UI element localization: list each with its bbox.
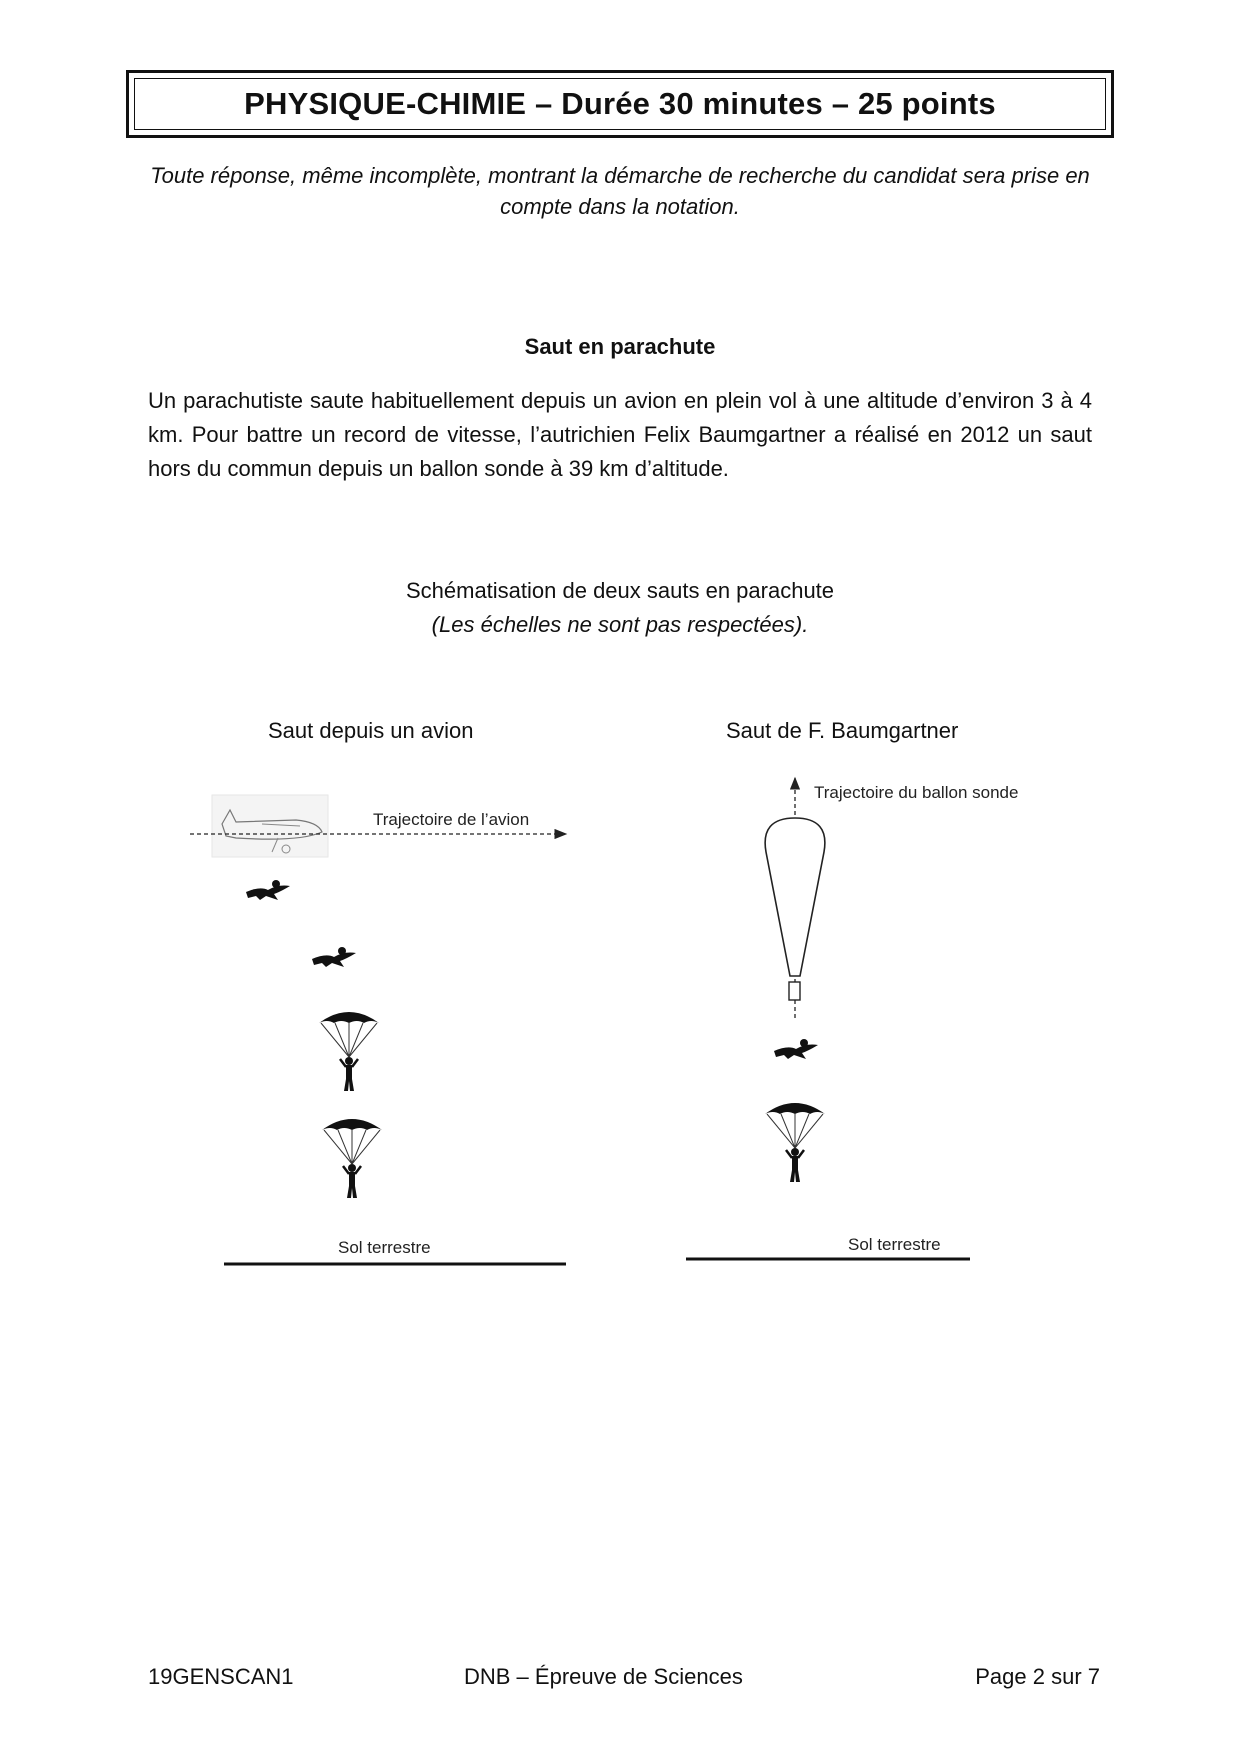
section-paragraph: Un parachutiste saute habituellement depuis un avion en plein vol à une altitude d’environ 3 à 4 km. Pour battre un record de vitesse, l’autrichien Felix Baumgartner a réalisé en 2012 un saut hors du commun depuis un ballon sonde à 39 km d’altitude. — [148, 388, 1092, 481]
footer-exam: DNB – Épreuve de Sciences — [464, 1664, 743, 1689]
freefall-figure-3 — [774, 1039, 818, 1059]
parachutist-figure-3 — [765, 1103, 825, 1182]
left-ground-label: Sol terrestre — [338, 1238, 431, 1257]
freefall-figure-1 — [246, 880, 290, 900]
freefall-figure-2 — [312, 947, 356, 967]
footer-code: 19GENSCAN1 — [148, 1664, 294, 1689]
right-ground-label: Sol terrestre — [848, 1235, 941, 1254]
schema-title: Schématisation de deux sauts en parachute — [405, 578, 835, 603]
airplane-trajectory-label: Trajectoire de l’avion — [373, 810, 530, 829]
balloon-capsule — [789, 982, 800, 1000]
parachutist-figure-1 — [319, 1012, 379, 1091]
airplane-icon — [212, 795, 328, 857]
parachutist-figure-2 — [322, 1119, 382, 1198]
section-title: Saut en parachute — [524, 334, 716, 359]
balloon-icon — [765, 818, 825, 976]
left-diagram-title: Saut depuis un avion — [268, 718, 474, 743]
balloon-trajectory-label: Trajectoire du ballon sonde — [814, 783, 1019, 802]
page-title: PHYSIQUE-CHIMIE – Durée 30 minutes – 25 points — [244, 86, 996, 121]
instruction-text: Toute réponse, même incomplète, montrant la démarche de recherche du candidat sera prise en compte dans la notation. — [150, 163, 1090, 219]
footer-page-number: Page 2 sur 7 — [975, 1664, 1100, 1689]
right-diagram-title: Saut de F. Baumgartner — [726, 718, 959, 743]
schema-subtitle: (Les échelles ne sont pas respectées). — [431, 612, 809, 637]
